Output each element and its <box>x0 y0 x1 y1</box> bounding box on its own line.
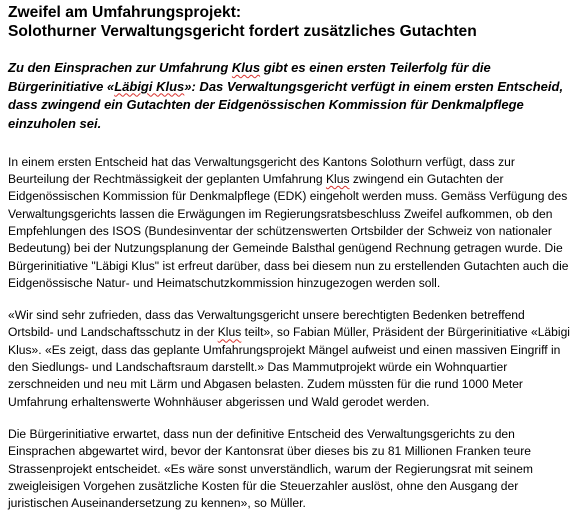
lead-word-initiative: Läbigi Klus <box>114 78 185 94</box>
lead-paragraph <box>8 59 568 134</box>
paragraph-1-text-1: In einem ersten Entscheid hat das Verwaltungsgericht des Kantons Solothurn verfügt, dass zur Beurteilung der Rechtmässigkeit der geplanten Umfahrung <box>8 154 515 187</box>
headline-line-2: Solothurner Verwaltungsgericht fordert zusätzliches Gutachten <box>8 22 477 40</box>
lead-word-klus: Klus <box>231 60 261 75</box>
lead-text-3: »: Das Verwaltungsgericht verfügt in einem ersten Entscheid, dass zwingend ein Gutachten der Eidgenössischen Kommission für Denkmalpflege einzuholen sei. <box>8 78 564 132</box>
headline <box>8 4 573 41</box>
paragraph-2-text-2: teilt», so Fabian Müller, Präsident der Bürgerinitiative «Läbigi Klus». «Es zeigt, dass das geplante Umfahrungsprojekt Mängel aufweist und einen massiven Eingriff in den Siedlungs- und Landschaftsraum darstellt.» Das Mammutprojekt würde ein Wohnquartier zerschneiden und neu mit Lärm und Abgasen belasten. Zudem müssten für die rund 1000 Meter Umfahrung erhaltenswerte Wohnhäuser abgerissen und Wald gerodet werden. <box>8 325 570 409</box>
paragraph-1-word-klus: Klus <box>325 172 350 187</box>
body-paragraph-3: Die Bürgerinitiative erwartet, dass nun der definitive Entscheid des Verwaltungsgerichts zu den Einsprachen abgewartet wird, bevor der Kantonsrat über dieses bis zu 81 Millionen Franken teure Strassenprojekt entscheidet. «Es wäre sonst unverständlich, warum der Regierungsrat mit seinem zweigleisigen Vorgehen zusätzliche Kosten für die Steuerzahler auslöst, ohne den Ausgang der juristischen Auseinandersetzung zu kennen», so Müller. <box>8 426 533 511</box>
paragraph-1-text-2: zwingend ein Gutachten der Eidgenössischen Kommission für Denkmalpflege (EDK) eingeholt werden muss. Gemäss Verfügung des Verwaltungsgerichts lassen die Erwägungen im Regierungsratsbeschluss Zweifel aufkommen, ob den Empfehlungen des ISOS (Bundesinventar der schützenswerten Ortsbilder der Schweiz von nationaler Bedeutung) bei der Nutzungsplanung der Gemeinde Balsthal genügend Rechnung getragen wurde. Die Bürgerinitiative "Läbigi Klus" ist erfreut darüber, dass bei diesem nun zu erstellenden Gutachten auch die Eidgenössische Natur- und Heimatschutzkommission hinzugezogen werden soll. <box>8 172 569 290</box>
body-paragraph-1 <box>8 154 572 292</box>
paragraph-2-text-1: «Wir sind sehr zufrieden, dass das Verwaltungsgericht unsere berechtigten Bedenken betreffend Ortsbild- und Landschaftsschutz in der <box>8 308 525 340</box>
lead-text-1: Zu den Einsprachen zur Umfahrung <box>8 60 232 75</box>
lead-text-2: gibt es einen ersten Teilerfolg für die Bürgerinitiative « <box>8 60 491 94</box>
paragraph-2-word-klus: Klus <box>217 325 242 340</box>
body-paragraph-2 <box>8 307 572 411</box>
headline-line-1: Zweifel am Umfahrungsprojekt: <box>8 4 242 21</box>
